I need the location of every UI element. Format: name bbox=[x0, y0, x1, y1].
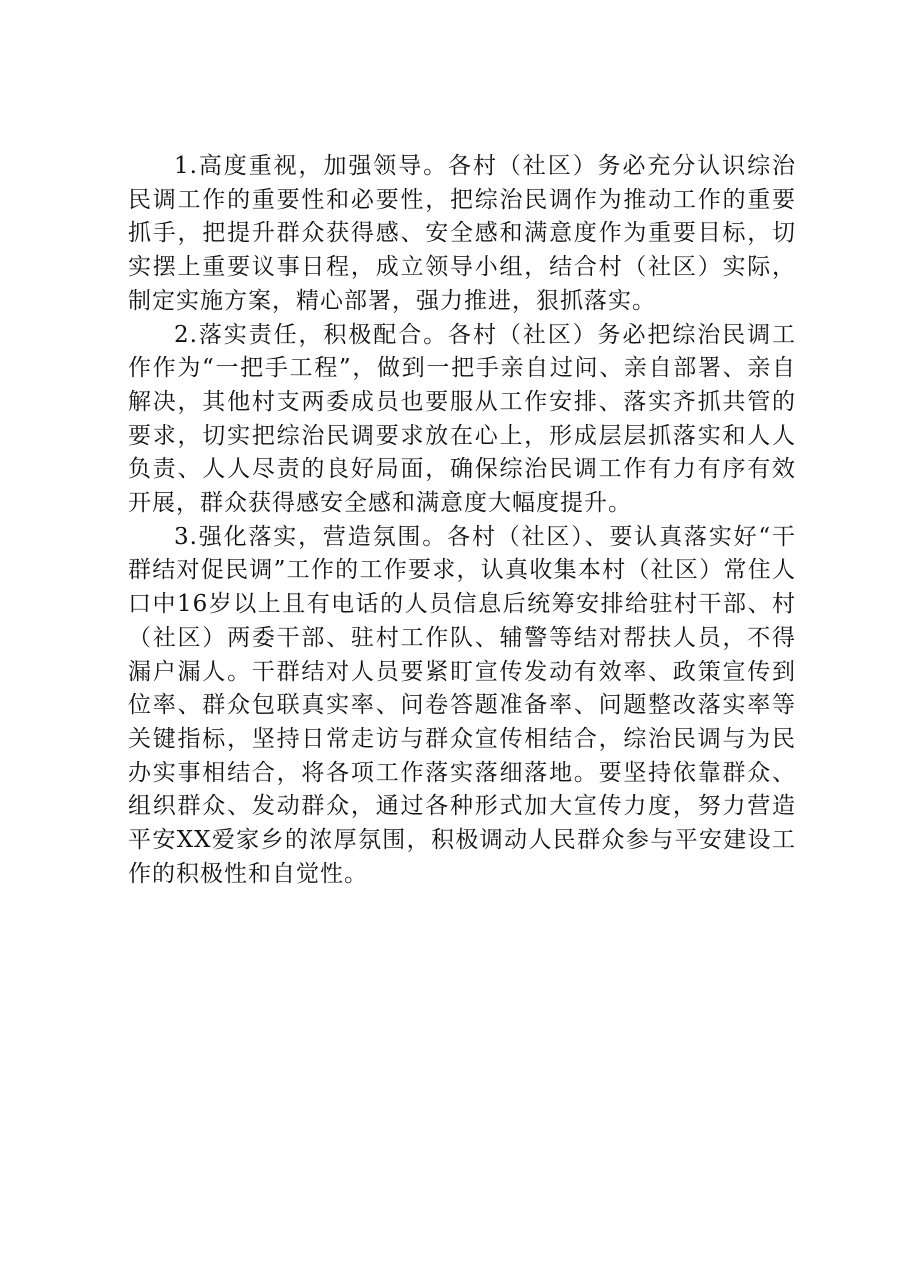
paragraph-2: 2.落实责任，积极配合。各村（社区）务必把综治民调工作作为“一把手工程”，做到一把手亲自过问、亲自部署、亲自解决，其他村支两委成员也要服从工作安排、落实齐抓共管的要求，切实把综治民调要求放在心上，形成层层抓落实和人人负责、人人尽责的良好局面，确保综治民调工作有力有序有效开展，群众获得感安全感和满意度大幅度提升。 bbox=[128, 321, 796, 517]
document-body bbox=[128, 150, 796, 891]
paragraph-1: 1.高度重视，加强领导。各村（社区）务必充分认识综治民调工作的重要性和必要性，把综治民调作为推动工作的重要抓手，把提升群众获得感、安全感和满意度作为重要目标，切实摆上重要议事日程，成立领导小组，结合村（社区）实际，制定实施方案，精心部署，强力推进，狠抓落实。 bbox=[128, 153, 796, 314]
paragraph-3: 3.强化落实，营造氛围。各村（社区）、要认真落实好“干群结对促民调”工作的工作要求，认真收集本村（社区）常住人口中16岁以上且有电话的人员信息后统筹安排给驻村干部、村（社区）两委干部、驻村工作队、辅警等结对帮扶人员，不得漏户漏人。干群结对人员要紧盯宣传发动有效率、政策宣传到位率、群众包联真实率、问卷答题准备率、问题整改落实率等关键指标，坚持日常走访与群众宣传相结合，综治民调与为民办实事相结合，将各项工作落实落细落地。要坚持依靠群众、组织群众、发动群众，通过各种形式加大宣传力度，努力营造平安XX爱家乡的浓厚氛围，积极调动人民群众参与平安建设工作的积极性和自觉性。 bbox=[128, 523, 796, 887]
